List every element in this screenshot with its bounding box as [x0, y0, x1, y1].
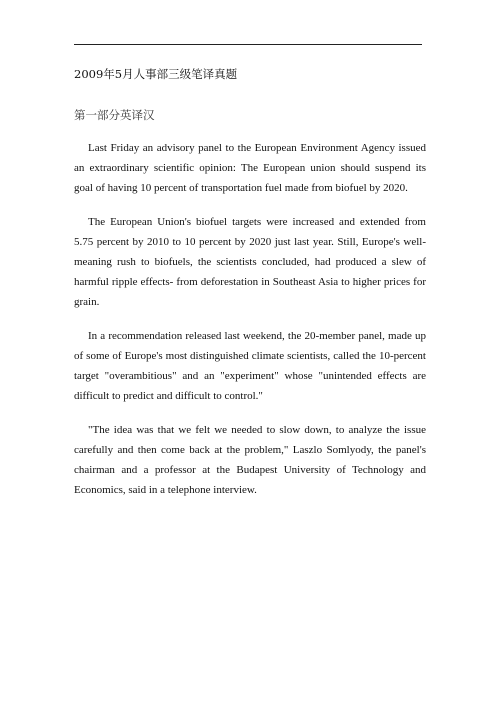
paragraph-3: In a recommendation released last weekend, the 20-member panel, made up of some of Europe's most distinguished climate scientists, called the 10-percent target "overambitious" and an "experiment" whose "unintended effects are difficult to predict and difficult to control." [74, 330, 426, 402]
paragraph-2: The European Union's biofuel targets were increased and extended from 5.75 percent by 2010 to 10 percent by 2020 just last year. Still, Europe's well-meaning rush to biofuels, the scientists concluded, had produced a slew of harmful ripple effects- from deforestation in Southeast Asia to higher prices for grain. [74, 216, 426, 308]
document-body [74, 138, 426, 514]
paragraph-4: "The idea was that we felt we needed to slow down, to analyze the issue carefully and then come back at the problem," Laszlo Somlyody, the panel's chairman and a professor at the Budapest University of Technology and Economics, said in a telephone interview. [74, 424, 426, 496]
paragraph-1: Last Friday an advisory panel to the European Environment Agency issued an extraordinary scientific opinion: The European union should suspend its goal of having 10 percent of transportation fuel made from biofuel by 2020. [74, 142, 426, 194]
header-rule [74, 44, 422, 45]
document-title: 2009年5月人事部三级笔译真题 [74, 67, 238, 81]
section-heading: 第一部分英译汉 [74, 108, 155, 122]
